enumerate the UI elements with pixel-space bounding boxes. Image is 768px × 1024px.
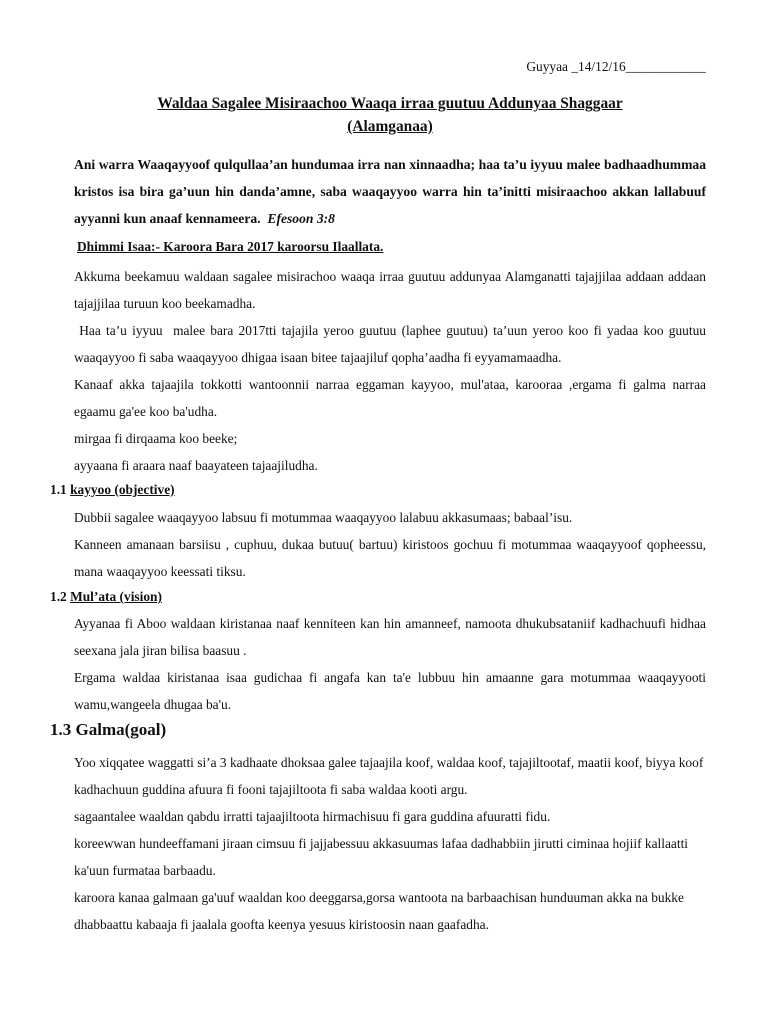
document-title	[74, 92, 706, 138]
intro-paragraph-2: Haa ta’u iyyuu malee bara 2017tti tajajila yeroo guutuu (laphee guutuu) ta’uun yeroo koo fi yadaa koo guutuu waaqayyoo fi saba waaqayyoo dhigaa isaan bitee tajaajiluf qopha’aadha fi eyyamamaadha.	[74, 323, 713, 365]
kayyoo-paragraph-2: Kanneen amanaan barsiisu , cuphuu, dukaa butuu( bartuu) kiristoos gochuu fi motummaa waaqayyoof qopheessu, mana waaqayyoo keessati tiksu.	[74, 537, 706, 579]
section-label: kayyoo (objective)	[70, 482, 175, 497]
galma-paragraph-4: karoora kanaa galmaan ga'uuf waaldan koo deeggarsa,gorsa wantoota na barbaachisan hunduuman akka na bukke dhabbaattu kabaaja fi jaalala goofta keenya yesuus kiristoosin naan gaafadha.	[74, 890, 684, 932]
section-heading-kayyoo	[50, 482, 175, 498]
subject-line: Dhimmi Isaa:- Karoora Bara 2017 karoorsu Ilaallata.	[77, 239, 384, 254]
section-kayyoo-body	[74, 504, 706, 585]
section-number: 1.2	[50, 589, 71, 604]
galma-paragraph-3: koreewwan hundeeffamani jiraan cimsuu fi jajjabessuu akkasuumas lafaa dadhabbiin jirutti ciminaa hojiif kallaatti ka'uun furmataa barbaadu.	[74, 836, 689, 878]
galma-paragraph-1: Yoo xiqqatee waggatti si’a 3 kadhaate dhoksaa galee tajaajila koof, waldaa koof, tajajiltootaf, maatii koof, biyya koof kadhachuun guddina afuura fi fooni tajajiltoota fi saba waldaa kooti argu.	[74, 755, 704, 797]
section-mulata-body	[74, 610, 706, 718]
intro-paragraph-4: mirgaa fi dirqaama koo beeke;	[74, 431, 238, 446]
title-line-2: (Alamganaa)	[347, 118, 433, 135]
section-heading-galma: 1.3 Galma(goal)	[50, 720, 167, 739]
intro-paragraph-1: Akkuma beekamuu waldaan sagalee misirachoo waaqa irraa guutuu addunyaa Alamganatti tajajjilaa addaan addaan tajajjilaa turuun koo beekamadha.	[74, 269, 706, 311]
intro-paragraph-5: ayyaana fi araara naaf baayateen tajaajiludha.	[74, 458, 318, 473]
galma-paragraph-2: sagaantalee waaldan qabdu irratti tajaajiltoota hirmachisuu fi gara guddina afuuratti fidu.	[74, 809, 551, 824]
bible-verse	[74, 151, 706, 232]
kayyoo-paragraph-1: Dubbii sagalee waaqayyoo labsuu fi motummaa waaqayyoo lalabuu akkasumaas; babaal’isu.	[74, 510, 573, 525]
mulata-paragraph-2: Ergama waldaa kiristanaa isaa gudichaa fi angafa kan ta'e lubbuu hin amaanne gara motummaa waaqayyooti wamu,wangeela dhugaa ba'u.	[74, 670, 706, 712]
section-label: Mul’ata (vision)	[70, 589, 162, 604]
section-galma-body	[74, 749, 706, 938]
title-line-1: Waldaa Sagalee Misiraachoo Waaqa irraa guutuu Addunyaa Shaggaar	[157, 95, 623, 112]
verse-text: Ani warra Waaqayyoof qulqullaa’an hundumaa irra nan xinnaadha; haa ta’u iyyuu malee badhaadhummaa kristos isa bira ga’uun hin danda’amne, saba waaqayyoo warra hin ta’initti misiraachoo akkan lallabuuf ayyanni kun anaaf kennameera.	[74, 157, 706, 226]
intro-paragraph-3: Kanaaf akka tajaajila tokkotti wantoonnii narraa eggaman kayyoo, mul'ataa, karooraa ,ergama fi galma narraa egaamu ga'ee koo ba'udha.	[74, 377, 706, 419]
date-line: Guyyaa _14/12/16____________	[526, 59, 706, 74]
intro-paragraphs	[74, 263, 713, 479]
section-number: 1.1	[50, 482, 71, 497]
section-heading-mulata	[50, 589, 162, 605]
verse-reference: Efesoon 3:8	[267, 211, 335, 226]
mulata-paragraph-1: Ayyanaa fi Aboo waldaan kiristanaa naaf kenniteen kan hin amanneef, namoota dhukubsataniif kadhachuufi hidhaa seexana jala jiran bilisa baasuu .	[74, 616, 706, 658]
